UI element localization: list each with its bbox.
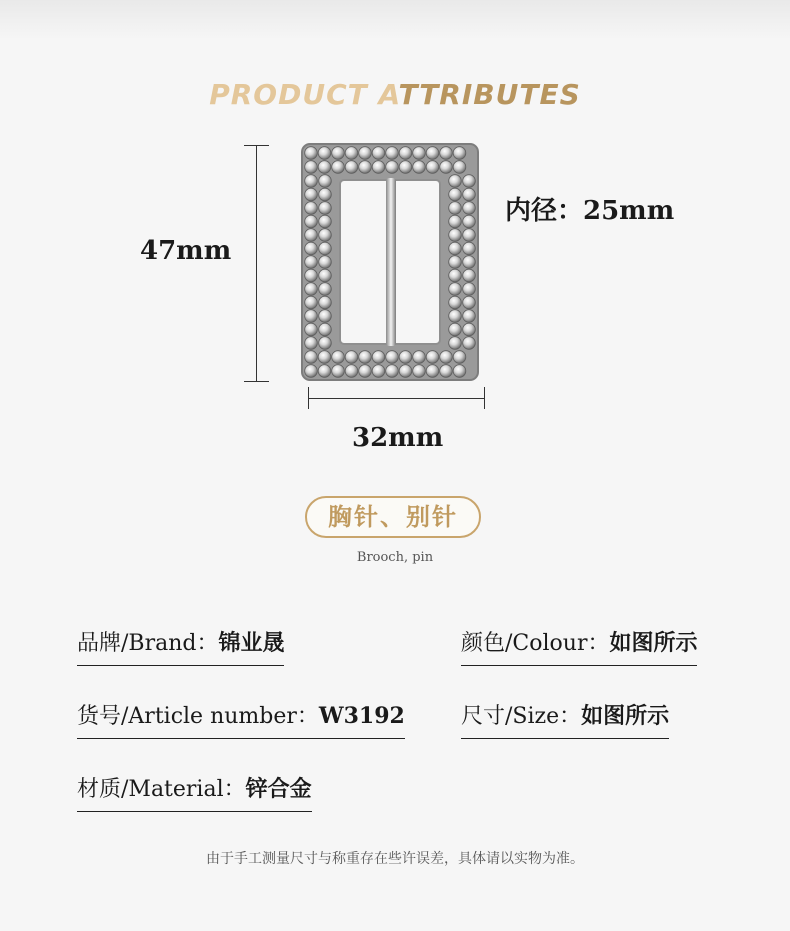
rhinestone: [463, 256, 476, 269]
rhinestone: [453, 147, 466, 160]
attr-material-value: 锌合金: [245, 776, 312, 802]
inner-diameter-label: 内径：25mm: [505, 196, 675, 226]
rhinestone: [332, 351, 345, 364]
attr-size: [461, 699, 669, 739]
rhinestone: [332, 161, 345, 174]
rhinestone: [463, 323, 476, 336]
rhinestone: [319, 296, 332, 309]
rhinestone: [449, 215, 462, 228]
width-dimension-left-tick: [308, 387, 309, 409]
title-part-2: TTRIBUTES: [398, 78, 581, 111]
rhinestone: [372, 365, 385, 378]
rhinestone: [305, 310, 318, 323]
rhinestone: [449, 283, 462, 296]
rhinestone: [399, 147, 412, 160]
rhinestone: [319, 215, 332, 228]
rhinestone: [449, 229, 462, 242]
rhinestone: [413, 161, 426, 174]
rhinestone: [305, 242, 318, 255]
measurement-note: 由于手工测量尺寸与称重存在些许误差，具体请以实物为准。: [206, 851, 584, 867]
rhinestone: [386, 365, 399, 378]
rhinestone: [463, 283, 476, 296]
rhinestone: [305, 351, 318, 364]
rhinestone: [319, 310, 332, 323]
rhinestone: [359, 161, 372, 174]
rhinestone: [440, 351, 453, 364]
rhinestone: [319, 175, 332, 188]
rhinestone: [305, 188, 318, 201]
rhinestone: [440, 365, 453, 378]
height-dimension-top-tick: [244, 145, 269, 146]
rhinestone: [332, 365, 345, 378]
rhinestone: [359, 351, 372, 364]
width-dimension-line: [308, 398, 485, 399]
rhinestone: [463, 229, 476, 242]
rhinestone: [319, 202, 332, 215]
rhinestone: [305, 147, 318, 160]
rhinestone: [463, 310, 476, 323]
rhinestone: [359, 365, 372, 378]
rhinestone: [345, 147, 358, 160]
rhinestone: [372, 161, 385, 174]
rhinestone: [399, 365, 412, 378]
rhinestone: [319, 323, 332, 336]
rhinestone: [305, 269, 318, 282]
attr-article-value: W3192: [318, 703, 405, 729]
rhinestone: [449, 337, 462, 350]
rhinestone: [318, 365, 331, 378]
rhinestone: [319, 242, 332, 255]
page-title: [0, 78, 790, 111]
rhinestone: [449, 269, 462, 282]
rhinestone: [345, 351, 358, 364]
rhinestone: [426, 147, 439, 160]
attr-size-value: 如图所示: [581, 703, 670, 729]
rhinestone: [413, 351, 426, 364]
height-dimension-bottom-tick: [244, 381, 269, 382]
rhinestone: [399, 351, 412, 364]
rhinestone: [318, 161, 331, 174]
rhinestone: [453, 365, 466, 378]
rhinestone: [463, 202, 476, 215]
height-dimension-line: [256, 146, 257, 382]
attr-article-number: [77, 699, 405, 739]
attr-brand: [77, 626, 284, 666]
attr-brand-key: 品牌/Brand：: [77, 631, 219, 656]
attr-size-key: 尺寸/Size：: [461, 704, 582, 729]
rhinestone: [426, 161, 439, 174]
width-label: 32mm: [352, 423, 444, 453]
rhinestone: [463, 242, 476, 255]
rhinestone: [463, 175, 476, 188]
rhinestone: [305, 161, 318, 174]
rhinestone: [449, 175, 462, 188]
rhinestone-buckle-image: [300, 142, 480, 382]
title-part-1: PRODUCT A: [209, 78, 399, 111]
rhinestone: [399, 161, 412, 174]
rhinestone: [449, 310, 462, 323]
width-dimension-right-tick: [484, 387, 485, 409]
rhinestone: [359, 147, 372, 160]
rhinestone: [449, 188, 462, 201]
rhinestone: [305, 323, 318, 336]
rhinestone: [305, 229, 318, 242]
rhinestone: [305, 215, 318, 228]
rhinestone: [305, 283, 318, 296]
rhinestone: [318, 351, 331, 364]
category-pill: 胸针、别针: [305, 496, 481, 538]
rhinestone: [386, 161, 399, 174]
rhinestone: [440, 161, 453, 174]
rhinestone: [305, 365, 318, 378]
rhinestone: [413, 147, 426, 160]
attr-colour-value: 如图所示: [609, 630, 698, 656]
rhinestone: [449, 296, 462, 309]
rhinestone: [426, 365, 439, 378]
rhinestone: [463, 337, 476, 350]
attr-colour-key: 颜色/Colour：: [461, 631, 610, 656]
rhinestone: [319, 269, 332, 282]
rhinestone: [449, 256, 462, 269]
rhinestone: [319, 256, 332, 269]
rhinestone: [386, 351, 399, 364]
rhinestone: [372, 351, 385, 364]
rhinestone: [305, 296, 318, 309]
rhinestone: [319, 229, 332, 242]
rhinestone: [449, 202, 462, 215]
rhinestone: [372, 147, 385, 160]
rhinestone: [305, 337, 318, 350]
rhinestone: [413, 365, 426, 378]
rhinestone: [449, 242, 462, 255]
rhinestone: [463, 188, 476, 201]
rhinestone: [386, 147, 399, 160]
rhinestone: [453, 351, 466, 364]
rhinestone: [319, 188, 332, 201]
category-subtitle: Brooch, pin: [356, 550, 434, 565]
attr-colour: [461, 626, 697, 666]
rhinestone: [449, 323, 462, 336]
rhinestone: [319, 337, 332, 350]
rhinestone: [453, 161, 466, 174]
height-label: 47mm: [140, 236, 232, 266]
attr-material-key: 材质/Material：: [77, 777, 246, 802]
rhinestone: [440, 147, 453, 160]
rhinestone: [426, 351, 439, 364]
rhinestone: [463, 296, 476, 309]
rhinestone: [463, 215, 476, 228]
rhinestone: [332, 147, 345, 160]
attr-material: [77, 772, 312, 812]
rhinestone: [305, 256, 318, 269]
rhinestone: [305, 175, 318, 188]
rhinestone: [318, 147, 331, 160]
attr-article-key: 货号/Article number：: [77, 704, 319, 729]
rhinestone: [305, 202, 318, 215]
rhinestone: [345, 161, 358, 174]
rhinestone: [345, 365, 358, 378]
attr-brand-value: 锦业晟: [218, 630, 285, 656]
rhinestone: [463, 269, 476, 282]
rhinestone: [319, 283, 332, 296]
